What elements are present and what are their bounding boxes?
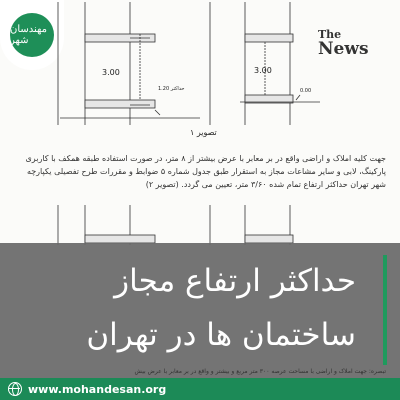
fig1-dim-left: 3.00 bbox=[102, 68, 120, 77]
banner-title-line-2: ساختمان ها در تهران bbox=[86, 317, 356, 353]
brand-seal-text: مهندسان شهر bbox=[10, 24, 48, 46]
website-url[interactable]: www.mohandesan.org bbox=[28, 382, 167, 396]
note-text: تبصره: جهت املاک و اراضی با مساحت عرصه ۳۰۰ متر مربع و بیشتر و واقع در بر معابر با عرض بیش bbox=[134, 368, 386, 375]
news-logo-top: The bbox=[318, 28, 342, 41]
fig1-caption: تصویر ۱ bbox=[190, 128, 217, 137]
banner-title-line-1: حداکثر ارتفاع مجاز bbox=[114, 263, 356, 299]
globe-icon bbox=[8, 382, 22, 396]
title-banner bbox=[0, 243, 400, 378]
fig1-level-left: حداکثر 1.20 bbox=[158, 86, 185, 92]
news-logo-bottom: News bbox=[318, 39, 369, 59]
figure-1-drawing bbox=[0, 0, 400, 135]
banner-accent-bar bbox=[383, 255, 387, 365]
fig1-dim-right: 3.00 bbox=[254, 66, 272, 75]
figure-2-drawing bbox=[0, 205, 400, 245]
footer-bar bbox=[0, 378, 400, 400]
fig1-level-right: 0.00 bbox=[300, 88, 312, 94]
body-paragraph: جهت کلیه املاک و اراضی واقع در بر معابر با عرض بیشتر از ۸ متر، در صورت استفاده طبقه همکف با کاربری پارکینگ، لابی و سایر مشاعات مجاز به استقرار طبق جدول شماره ۵ ضوابط و مقررات طرح تفصیلی یکپارچه شهر تهران حداکثر ارتفاع تمام شده ۳/۶۰ متر، تعیین می گردد. (تصویر ۲) bbox=[25, 154, 386, 189]
